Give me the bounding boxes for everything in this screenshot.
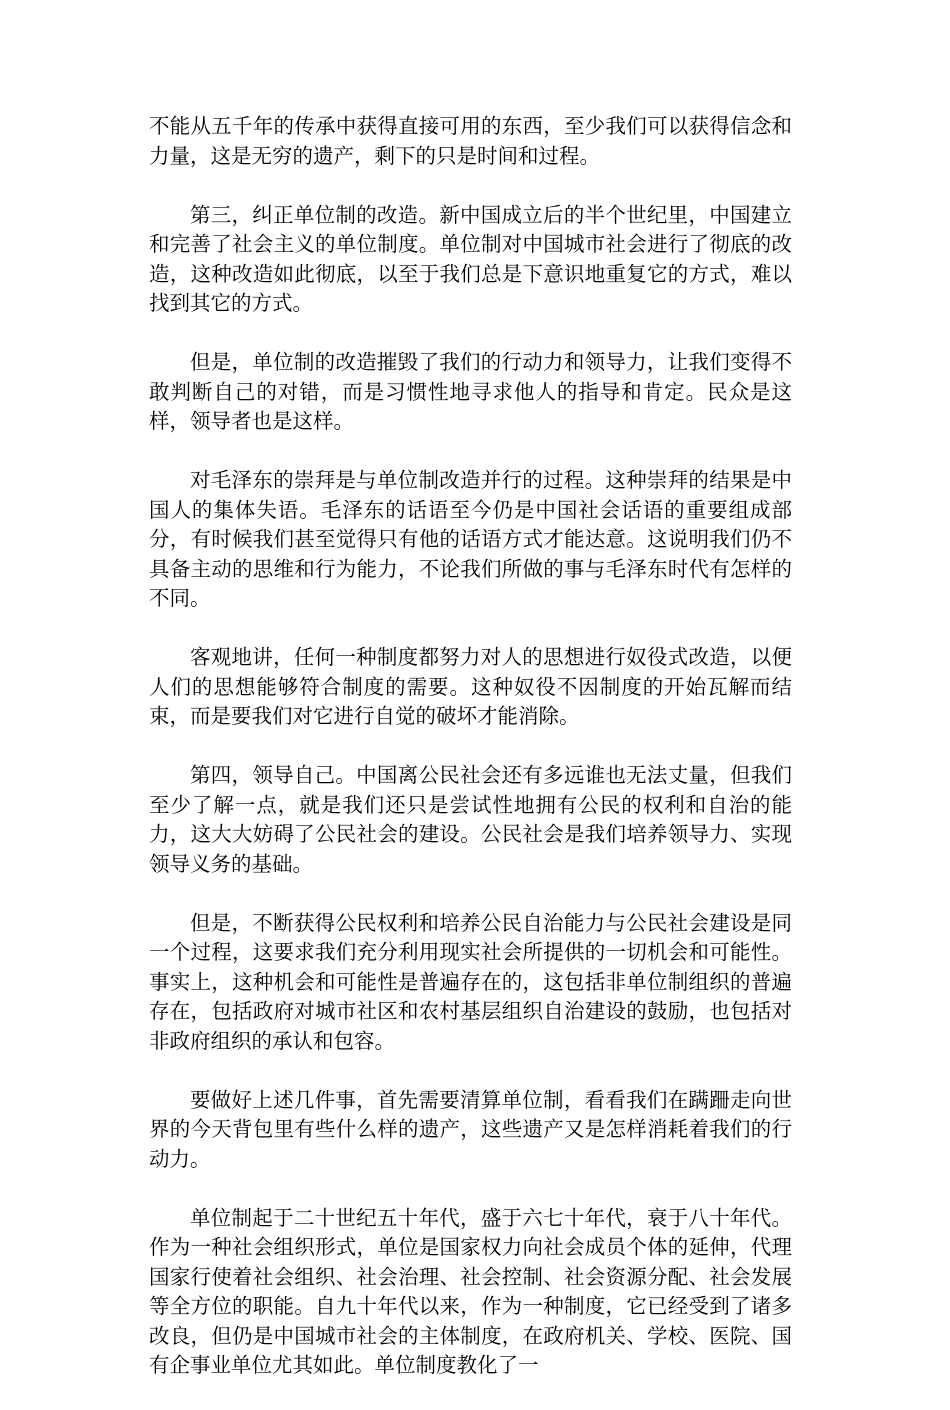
paragraph-7: 但是，不断获得公民权利和培养公民自治能力与公民社会建设是同一个过程，这要求我们充分利用现实社会所提供的一切机会和可能性。事实上，这种机会和可能性是普遍存在的，这包括非单位制组织的普遍存在，包括政府对城市社区和农村基层组织自治建设的鼓励，也包括对非政府组织的承认和包容。 [149, 910, 792, 1053]
paragraph-6: 第四，领导自己。中国离公民社会还有多远谁也无法丈量，但我们至少了解一点，就是我们还只是尝试性地拥有公民的权利和自治的能力，这大大妨碍了公民社会的建设。公民社会是我们培养领导力、实现领导义务的基础。 [149, 763, 792, 876]
paragraph-8: 要做好上述几件事，首先需要清算单位制，看看我们在蹒跚走向世界的今天背包里有些什么样的遗产，这些遗产又是怎样消耗着我们的行动力。 [149, 1087, 792, 1171]
paragraph-2: 第三，纠正单位制的改造。新中国成立后的半个世纪里，中国建立和完善了社会主义的单位制度。单位制对中国城市社会进行了彻底的改造，这种改造如此彻底，以至于我们总是下意识地重复它的方式，难以找到其它的方式。 [149, 202, 792, 315]
paragraph-5: 客观地讲，任何一种制度都努力对人的思想进行奴役式改造，以便人们的思想能够符合制度的需要。这种奴役不因制度的开始瓦解而结束，而是要我们对它进行自觉的破坏才能消除。 [149, 645, 792, 728]
paragraph-4: 对毛泽东的崇拜是与单位制改造并行的过程。这种崇拜的结果是中国人的集体失语。毛泽东的话语至今仍是中国社会话语的重要组成部分，有时候我们甚至觉得只有他的话语方式才能达意。这说明我们仍不具备主动的思维和行为能力，不论我们所做的事与毛泽东时代有怎样的不同。 [149, 468, 792, 610]
document-page [149, 112, 792, 1410]
paragraph-3: 但是，单位制的改造摧毁了我们的行动力和领导力，让我们变得不敢判断自己的对错，而是习惯性地寻求他人的指导和肯定。民众是这样，领导者也是这样。 [149, 350, 792, 433]
paragraph-9: 单位制起于二十世纪五十年代，盛于六七十年代，衰于八十年代。作为一种社会组织形式，单位是国家权力向社会成员个体的延伸，代理国家行使着社会组织、社会治理、社会控制、社会资源分配、社会发展等全方位的职能。自九十年代以来，作为一种制度，它已经受到了诸多改良，但仍是中国城市社会的主体制度，在政府机关、学校、医院、国有企事业单位尤其如此。单位制度教化了一 [149, 1205, 792, 1377]
paragraph-1: 不能从五千年的传承中获得直接可用的东西，至少我们可以获得信念和力量，这是无穷的遗产，剩下的只是时间和过程。 [149, 114, 792, 168]
